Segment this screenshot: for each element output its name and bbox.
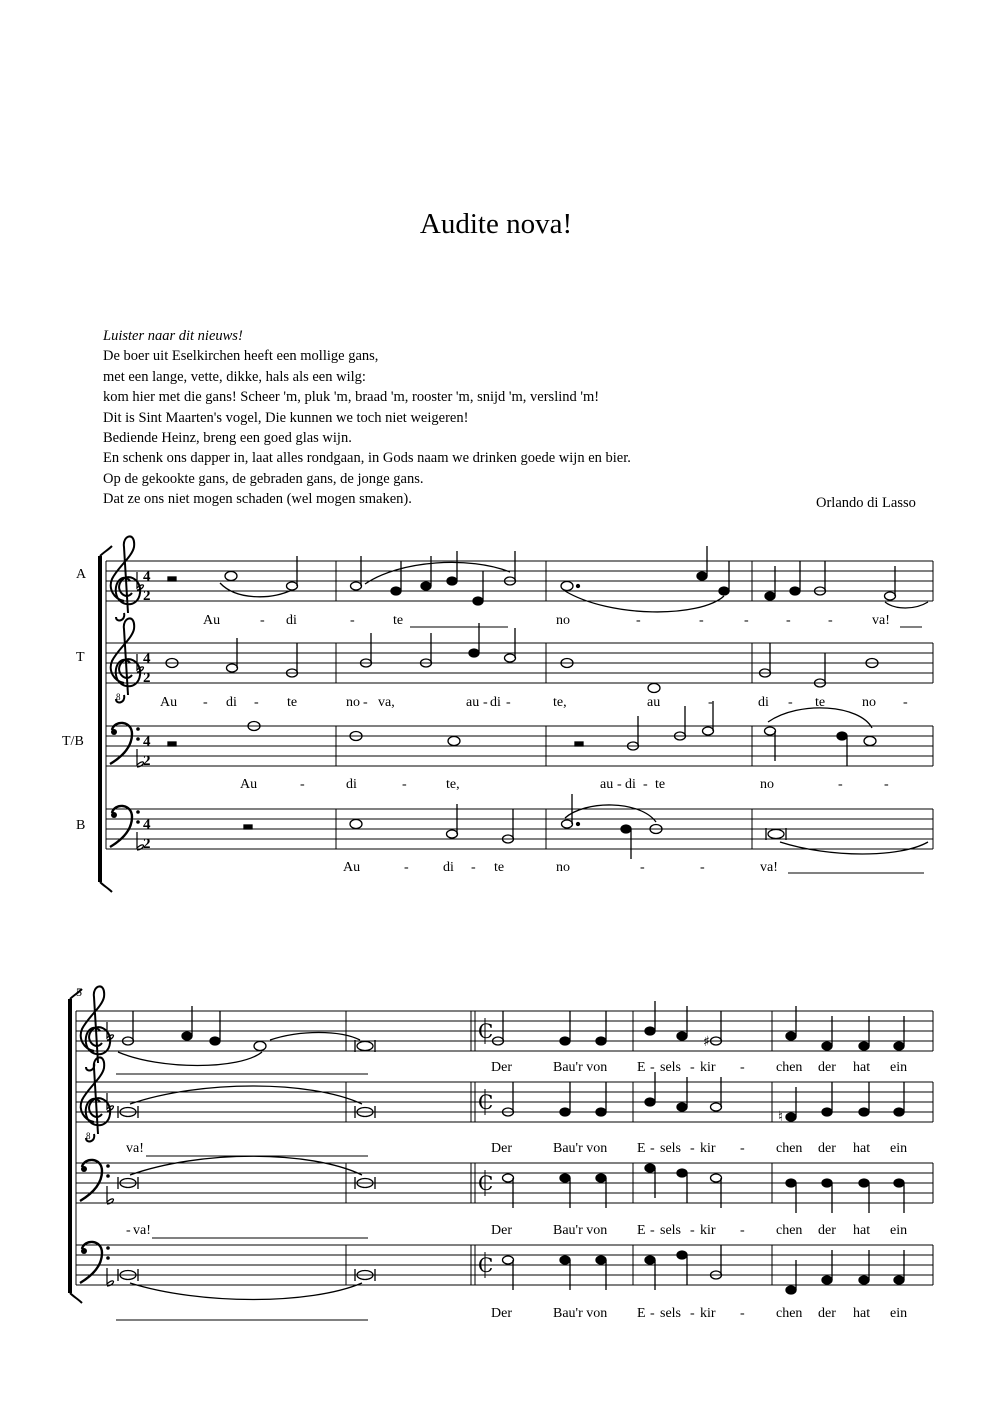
translation-line: Dit is Sint Maarten's vogel, Die kunnen we toch niet weigeren! — [103, 409, 469, 426]
lyric-hyphen: - — [740, 1306, 745, 1321]
lyric-syllable: E — [637, 1306, 646, 1321]
lyric-hyphen: - — [884, 777, 889, 792]
svg-text:C: C — [478, 1171, 494, 1195]
lyric-syllable: au — [647, 695, 661, 710]
voice-label-bass: B — [76, 818, 86, 833]
lyric-syllable: chen — [776, 1306, 803, 1321]
svg-text:2: 2 — [143, 588, 151, 604]
lyric-syllable: no — [346, 695, 360, 710]
lyric-syllable: der — [818, 1306, 836, 1321]
lyric-hyphen: - — [617, 777, 622, 792]
lyric-syllable: Der — [491, 1060, 512, 1075]
lyric-syllable: no — [862, 695, 876, 710]
lyric-hyphen: - — [471, 860, 476, 875]
svg-text:♯: ♯ — [703, 1034, 710, 1050]
lyric-hyphen: - — [690, 1223, 695, 1238]
lyric-hyphen: - — [636, 613, 641, 628]
lyric-syllable: Bau'r von — [553, 1060, 608, 1075]
lyric-hyphen: - — [650, 1141, 655, 1156]
lyric-syllable: sels — [660, 1306, 681, 1321]
lyric-syllable: te — [393, 613, 404, 628]
translation-line: met een lange, vette, dikke, hals als een wilg: — [103, 368, 366, 385]
svg-text:4: 4 — [143, 569, 151, 585]
lyric-syllable: va! — [760, 860, 778, 875]
lyric-syllable: E — [637, 1223, 646, 1238]
lyric-syllable: Au — [160, 695, 178, 710]
lyric-syllable: Bau'r von — [553, 1223, 608, 1238]
lyric-syllable: ein — [890, 1306, 908, 1321]
lyric-syllable: te, — [553, 695, 567, 710]
lyric-hyphen: - — [699, 613, 704, 628]
lyric-syllable: di — [758, 695, 769, 710]
lyric-syllable: di — [346, 777, 357, 792]
lyric-syllable: Au — [343, 860, 361, 875]
lyric-syllable: di — [226, 695, 237, 710]
translation-line: En schenk ons dapper in, laat alles rondgaan, in Gods naam we drinken goede wijn en bier. — [103, 450, 631, 467]
lyric-hyphen: - — [350, 613, 355, 628]
lyric-syllable: kir — [700, 1060, 716, 1075]
lyric-syllable: kir — [700, 1141, 716, 1156]
lyric-syllable: te — [815, 695, 826, 710]
lyric-hyphen: - — [363, 695, 368, 710]
translation-line: Bediende Heinz, breng een goed glas wijn. — [103, 430, 352, 447]
svg-text:8: 8 — [86, 1131, 91, 1141]
lyric-syllable: no — [760, 777, 774, 792]
composer: Orlando di Lasso — [816, 495, 916, 511]
lyric-hyphen: - — [690, 1141, 695, 1156]
lyric-hyphen: - — [788, 695, 793, 710]
svg-text:2: 2 — [143, 670, 151, 686]
lyric-syllable: te — [287, 695, 298, 710]
lyric-syllable: hat — [853, 1060, 871, 1075]
voice-label-tenor-bass: T/B — [62, 734, 84, 749]
translation-line: De boer uit Eselkirchen heeft een mollige gans, — [103, 348, 379, 365]
svg-text:C: C — [478, 1019, 494, 1043]
lyric-hyphen: - — [650, 1223, 655, 1238]
svg-text:C: C — [478, 1090, 494, 1114]
lyric-syllable: no — [556, 860, 570, 875]
lyric-hyphen: - — [903, 695, 908, 710]
translation-line: Dat ze ons niet mogen schaden (wel mogen smaken). — [103, 491, 412, 508]
measure-number: 5 — [76, 985, 82, 999]
lyric-syllable: au — [466, 695, 480, 710]
lyric-syllable: chen — [776, 1060, 803, 1075]
lyric-hyphen: - — [254, 695, 259, 710]
lyric-syllable: Bau'r von — [553, 1306, 608, 1321]
lyric-syllable: hat — [853, 1141, 871, 1156]
lyric-hyphen: - — [744, 613, 749, 628]
lyric-hyphen: - — [506, 695, 511, 710]
lyric-syllable: Der — [491, 1223, 512, 1238]
svg-text:2: 2 — [143, 836, 151, 852]
lyric-syllable: hat — [853, 1306, 871, 1321]
lyric-syllable: Der — [491, 1306, 512, 1321]
lyric-syllable: Au — [240, 777, 258, 792]
lyric-syllable: E — [637, 1060, 646, 1075]
lyric-syllable: te — [655, 777, 666, 792]
lyric-hyphen: - — [740, 1060, 745, 1075]
lyric-syllable: hat — [853, 1223, 871, 1238]
lyric-syllable: te — [494, 860, 505, 875]
lyric-syllable: di — [490, 695, 501, 710]
lyric-hyphen: - — [260, 613, 265, 628]
lyric-hyphen: - — [402, 777, 407, 792]
lyric-syllable: va! — [133, 1223, 151, 1238]
lyric-syllable: Au — [203, 613, 221, 628]
lyric-syllable: ein — [890, 1223, 908, 1238]
lyric-syllable: chen — [776, 1223, 803, 1238]
lyric-syllable: Bau'r von — [553, 1141, 608, 1156]
lyric-hyphen: - — [786, 613, 791, 628]
lyric-syllable: E — [637, 1141, 646, 1156]
translation-heading: Luister naar dit nieuws! — [103, 328, 243, 344]
lyric-syllable: di — [443, 860, 454, 875]
lyric-hyphen: - — [700, 860, 705, 875]
svg-text:8: 8 — [116, 692, 121, 702]
svg-text:C: C — [478, 1253, 494, 1277]
lyric-syllable: va, — [378, 695, 395, 710]
svg-text:4: 4 — [143, 734, 151, 750]
lyric-hyphen: - — [650, 1306, 655, 1321]
svg-text:4: 4 — [143, 651, 151, 667]
lyric-syllable: sels — [660, 1060, 681, 1075]
lyric-hyphen: - — [404, 860, 409, 875]
translation-line: kom hier met die gans! Scheer 'm, pluk 'm, braad 'm, rooster 'm, snijd 'm, verslind 'm! — [103, 389, 600, 406]
lyric-hyphen: - — [690, 1060, 695, 1075]
lyric-syllable: der — [818, 1223, 836, 1238]
lyric-syllable: va! — [126, 1141, 144, 1156]
lyric-syllable: di — [625, 777, 636, 792]
lyric-hyphen: - — [740, 1141, 745, 1156]
lyric-syllable: ein — [890, 1060, 908, 1075]
lyric-hyphen: - — [300, 777, 305, 792]
page-title: Audite nova! — [419, 208, 573, 240]
lyric-syllable: sels — [660, 1141, 681, 1156]
lyric-hyphen: - — [483, 695, 488, 710]
voice-label-tenor: T — [76, 650, 85, 665]
svg-text:2: 2 — [143, 753, 151, 769]
lyric-syllable: kir — [700, 1223, 716, 1238]
lyric-syllable: no — [556, 613, 570, 628]
lyric-syllable: di — [286, 613, 297, 628]
lyric-hyphen: - — [203, 695, 208, 710]
lyric-syllable: der — [818, 1141, 836, 1156]
lyric-hyphen: - — [126, 1223, 131, 1238]
lyric-syllable: ein — [890, 1141, 908, 1156]
lyric-hyphen: - — [650, 1060, 655, 1075]
lyric-syllable: sels — [660, 1223, 681, 1238]
svg-text:♮: ♮ — [778, 1109, 784, 1125]
lyric-syllable: chen — [776, 1141, 803, 1156]
lyric-syllable: au — [600, 777, 614, 792]
lyric-syllable: va! — [872, 613, 890, 628]
lyric-hyphen: - — [640, 860, 645, 875]
lyric-syllable: der — [818, 1060, 836, 1075]
lyric-syllable: te, — [446, 777, 460, 792]
lyric-hyphen: - — [740, 1223, 745, 1238]
lyric-hyphen: - — [828, 613, 833, 628]
lyric-syllable: Der — [491, 1141, 512, 1156]
voice-label-alto: A — [76, 567, 87, 582]
svg-text:4: 4 — [143, 817, 151, 833]
translation-line: Op de gekookte gans, de gebraden gans, de jonge gans. — [103, 470, 424, 487]
lyric-hyphen: - — [708, 695, 713, 710]
lyric-syllable: kir — [700, 1306, 716, 1321]
lyric-hyphen: - — [643, 777, 648, 792]
lyric-hyphen: - — [690, 1306, 695, 1321]
lyric-hyphen: - — [838, 777, 843, 792]
